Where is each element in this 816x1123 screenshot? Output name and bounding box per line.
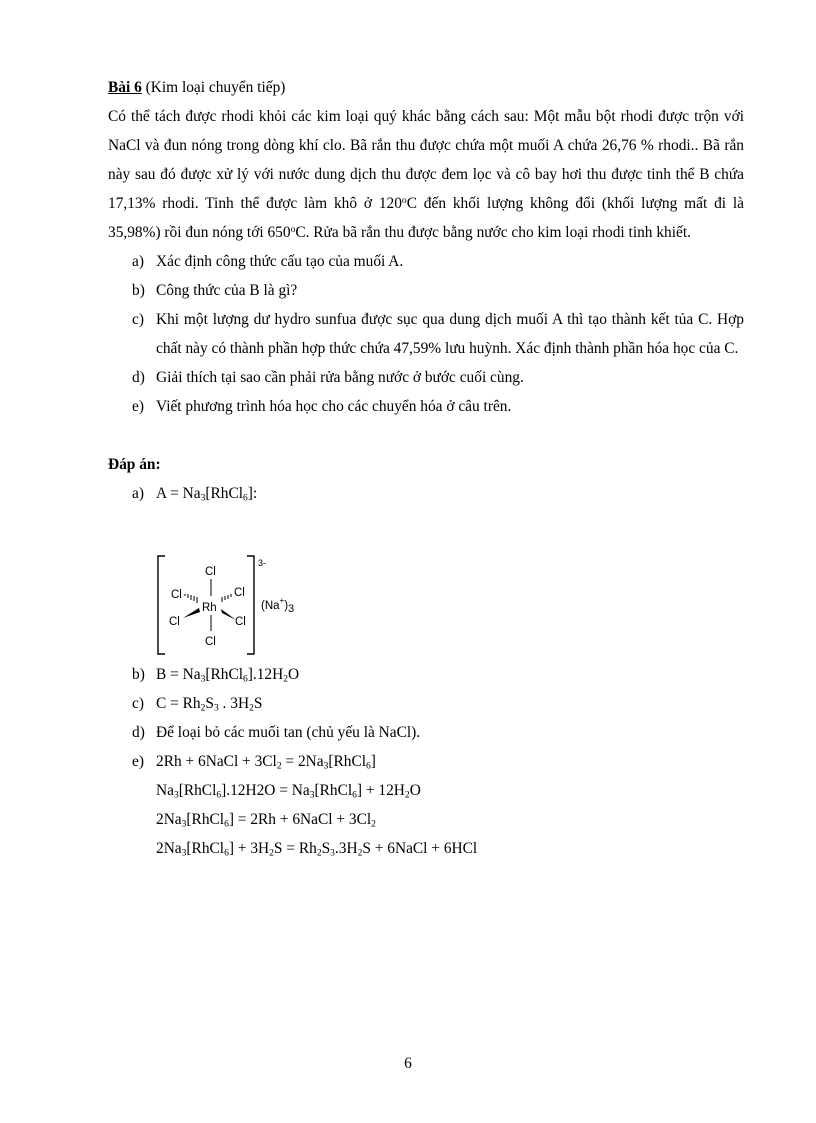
ligand-top: Cl [205, 566, 216, 578]
question-item: b) Công thức của B là gì? [132, 282, 298, 299]
degree-mark: o [401, 195, 407, 207]
answer-item: a) $A = Na_3[RhCl_6]$: [108, 479, 744, 508]
equation-2: $Na_3[RhCl_6].12H2O$ = $Na_3[RhCl_6] + 12H_2O$ [156, 782, 421, 801]
answer-a-formula: $A = Na_3[RhCl_6]$: [156, 485, 258, 504]
question-item: e) Viết phương trình hóa học cho các chuyển hóa ở câu trên. [132, 398, 512, 415]
bond-wedge-left [183, 608, 200, 618]
rhcl6-structure-diagram [152, 554, 352, 664]
answer-item: b) $B = Na_3[RhCl_6].12H_2O$ [108, 660, 744, 689]
bond-wedge-right [221, 609, 236, 620]
ligand-upper-right: Cl [234, 587, 245, 599]
equation-3: $2Na_3[RhCl_6] = 2Rh$ + 6NaCl + $3Cl_2$ [156, 811, 376, 830]
left-bracket [158, 556, 165, 654]
complex-structure [108, 508, 744, 660]
problem-paragraph: Có thể tách được rhodi khỏi các kim loại quý khác bằng cách sau: Một mẫu bột rhodi được trộn với NaCl và đun nóng trong dòng khí clo. Bã rắn thu được chứa một muối A chứa 26,76 % rhodi.. Bã rắn này sau đó được xử lý với nước dung dịch thu được đem lọc và cô bay hơi thu được tinh thể B chứa 17,13% rhodi. Tinh thể được làm khô ở 120$^o$C đến khối lượng không đổi (khối lượng mất đi là 35,98%) rồi đun nóng tới 650$^o$C. Rửa bã rắn thu được bằng nước cho kim loại rhodi tinh khiết. [108, 108, 744, 241]
equation-4: $2Na_3[RhCl_6] + 3H_2S = Rh_2S_3.3H_2S$ + 6NaCl + 6HCl [156, 840, 478, 859]
answer-d-text: Để loại bỏ các muối tan (chủ yếu là NaCl). [156, 724, 421, 741]
bond-hashed-left [185, 594, 197, 603]
ligand-upper-left: Cl [171, 589, 182, 601]
bond-hashed-right [222, 594, 231, 602]
ligand-bottom: Cl [205, 636, 216, 648]
counter-ion: (Na+)3 [261, 596, 295, 615]
degree-mark: o [290, 224, 296, 236]
problem-subtitle: (Kim loại chuyển tiếp) [141, 79, 286, 96]
question-item: d) Giải thích tại sao cần phải rửa bằng nước ở bước cuối cùng. [132, 369, 524, 386]
ligand-lower-left: Cl [169, 616, 180, 628]
answer-b-formula: $B = Na_3[RhCl_6].12H_2O$ [156, 666, 300, 685]
answer-item: d) Để loại bỏ các muối tan (chủ yếu là NaCl). [108, 718, 744, 747]
equation-1: 2Rh + 6NaCl + $3Cl_2$ = $2Na_3[RhCl_6]$ [156, 753, 376, 772]
problem-heading [108, 73, 744, 102]
complex-charge: 3- [258, 558, 267, 568]
metal-center: Rh [202, 602, 217, 614]
answer-item: c) $C = Rh_2S_3$ . $3H_2S$ [108, 689, 744, 718]
question-item: a) Xác định công thức cấu tạo của muối A. [132, 253, 404, 270]
question-item: c) Khi một lượng dư hydro sunfua được sục qua dung dịch muối A thì tạo thành kết tủa C. Hợp chất này có thành phần hợp thức chứa 47,59% lưu huỳnh. Xác định thành phần hóa học của C. [132, 311, 744, 357]
answer-heading: Đáp án: [108, 456, 161, 473]
right-bracket [247, 556, 254, 654]
problem-title: Bài 6 [108, 79, 142, 96]
page-number: 6 [404, 1055, 412, 1072]
answer-item: e) 2Rh + 6NaCl + $3Cl_2$ = $2Na_3[RhCl_6]$ [108, 747, 744, 776]
ligand-lower-right: Cl [235, 616, 246, 628]
document-page [108, 73, 744, 863]
answer-c-formula: $C = Rh_2S_3$ . $3H_2S$ [156, 695, 263, 714]
